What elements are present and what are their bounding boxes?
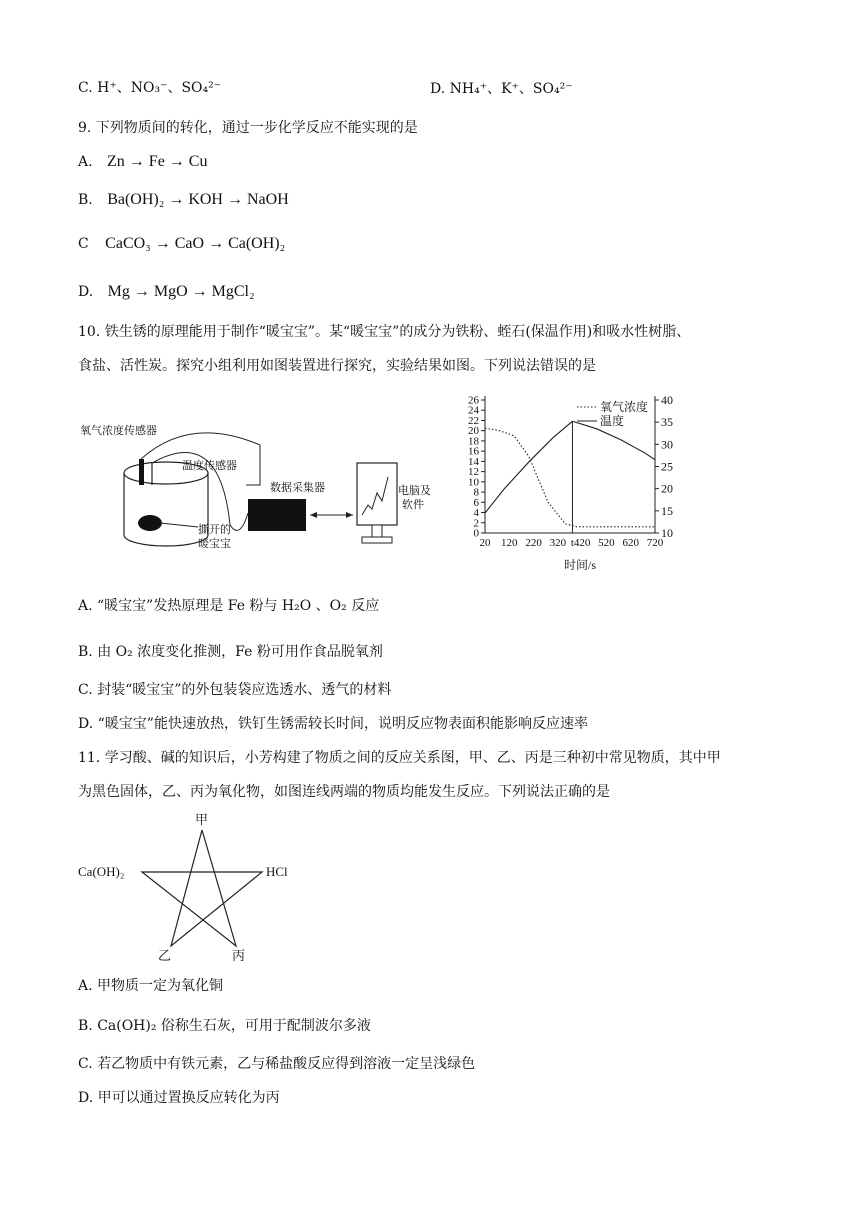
q10-stem-line2: 食盐、活性炭。探究小组利用如图装置进行探究，实验结果如图。下列说法错误的是 — [78, 358, 596, 374]
hand-warmer — [138, 515, 162, 531]
star-label-bottom-left: 乙 — [158, 948, 172, 963]
formula: Zn → Fe → Cu — [107, 153, 208, 170]
q10-stem-line1: 10. 铁生锈的原理能用于制作“暖宝宝”。某“暖宝宝”的成分为铁粉、蛭石(保温作用)和吸水性树脂、 — [78, 324, 691, 340]
right-tick-label: 35 — [661, 415, 673, 430]
q9-option-d — [78, 282, 255, 302]
legend-temp-label: 温度 — [600, 414, 625, 428]
x-tick-label: 720 — [646, 537, 664, 549]
q11-option-a: A. 甲物质一定为氧化铜 — [78, 978, 224, 994]
left-tick-label: 18 — [468, 435, 479, 448]
label-oxygen-sensor: 氧气浓度传感器 — [80, 425, 157, 437]
left-tick-label: 12 — [468, 466, 479, 479]
x-tick-label: 620 — [622, 537, 639, 549]
left-tick-label: 4 — [473, 507, 479, 520]
cylinder-bottom — [124, 535, 208, 546]
left-tick-label: 22 — [468, 414, 479, 427]
option-label: B. — [78, 192, 93, 208]
label-torn-line1: 撕开的 — [198, 524, 231, 536]
oxygen-temperature-chart — [455, 388, 695, 578]
q9-option-a — [78, 152, 207, 172]
left-tick-label: 6 — [473, 496, 479, 509]
option-label: A. — [78, 154, 93, 170]
star-relation-diagram — [76, 808, 316, 968]
star-lines — [142, 830, 262, 946]
left-tick-label: 0 — [473, 527, 479, 540]
q11-stem-line1: 11. 学习酸、碱的知识后，小芳构建了物质之间的反应关系图，甲、乙、丙是三种初中常见物质，其中甲 — [78, 750, 721, 766]
legend-oxygen-label: 氧气浓度 — [600, 400, 649, 414]
x-tick-label: 120 — [501, 537, 518, 549]
data-collector — [248, 499, 306, 531]
right-tick-label: 20 — [661, 481, 673, 496]
star-label-right: HCl — [266, 864, 288, 879]
left-tick-label: 14 — [468, 455, 479, 468]
formula: CaCO₃ → CaO → Ca(OH)₂ — [105, 235, 286, 252]
oxygen-wire — [141, 433, 260, 459]
x-tick-label: 420 — [573, 537, 591, 549]
x-tick-label: 20 — [479, 537, 491, 549]
left-tick-label: 24 — [468, 404, 479, 417]
oxygen-series-line — [485, 428, 655, 527]
q9-option-c — [78, 234, 285, 254]
arrow-left-head — [310, 512, 317, 518]
x-tick-label: t — [570, 537, 574, 549]
q11-option-d: D. 甲可以通过置换反应转化为丙 — [78, 1090, 280, 1106]
star-label-left: Ca(OH)₂ — [78, 864, 125, 879]
temperature-series-line — [485, 421, 655, 513]
formula: Ba(OH)₂ → KOH → NaOH — [107, 191, 289, 208]
q11-option-b: B. Ca(OH)₂ 俗称生石灰，可用于配制波尔多液 — [78, 1018, 371, 1034]
q11-stem-line2: 为黑色固体，乙、丙为氧化物，如图连线两端的物质均能发生反应。下列说法正确的是 — [78, 784, 610, 800]
oxygen-wire-down — [246, 445, 260, 485]
x-tick-label: 320 — [549, 537, 567, 549]
q8-option-d: D. NH₄⁺、K⁺、SO₄²⁻ — [430, 81, 573, 97]
arrow-right-head — [346, 512, 353, 518]
q10-option-d: D. “暖宝宝”能快速放热，铁钉生锈需较长时间，说明反应物表面积能影响反应速率 — [78, 716, 588, 732]
label-torn-line2: 暖宝宝 — [198, 538, 231, 550]
option-label: C — [78, 236, 89, 252]
label-temp-sensor: 温度传感器 — [182, 460, 237, 472]
right-tick-label: 30 — [661, 437, 673, 452]
x-tick-label: 220 — [525, 537, 542, 549]
left-tick-label: 26 — [468, 394, 479, 407]
x-axis-label: 时间/s — [563, 558, 597, 572]
q10-option-a: A. “暖宝宝”发热原理是 Fe 粉与 H₂O 、O₂ 反应 — [78, 598, 380, 614]
right-tick-label: 25 — [661, 459, 673, 474]
x-tick-label: 520 — [598, 537, 615, 549]
left-tick-label: 16 — [468, 445, 479, 458]
q10-option-c: C. 封装“暖宝宝”的外包装袋应选透水、透气的材料 — [78, 682, 392, 698]
option-label: D. — [78, 284, 94, 300]
oxygen-probe — [139, 459, 144, 485]
right-tick-label: 10 — [661, 526, 673, 540]
right-tick-label: 40 — [661, 393, 673, 407]
computer-neck — [372, 525, 382, 537]
q8-option-c: C. H⁺、NO₃⁻、SO₄²⁻ — [78, 80, 222, 96]
q9-option-b — [78, 190, 289, 210]
q10-option-b: B. 由 O₂ 浓度变化推测，Fe 粉可用作食品脱氧剂 — [78, 644, 383, 660]
label-computer-line1: 电脑及 — [398, 485, 431, 497]
computer-base — [362, 537, 392, 543]
formula: Mg → MgO → MgCl₂ — [107, 283, 255, 300]
star-label-top: 甲 — [195, 812, 209, 827]
q11-option-c: C. 若乙物质中有铁元素，乙与稀盐酸反应得到溶液一定呈浅绿色 — [78, 1056, 476, 1072]
label-computer-line2: 软件 — [402, 499, 424, 511]
right-tick-label: 15 — [661, 503, 673, 518]
left-tick-label: 10 — [468, 476, 479, 489]
left-tick-label: 20 — [468, 425, 479, 438]
label-collector: 数据采集器 — [270, 482, 325, 494]
apparatus-diagram — [70, 405, 450, 555]
left-tick-label: 2 — [473, 517, 479, 530]
q9-stem: 9. 下列物质间的转化，通过一步化学反应不能实现的是 — [78, 120, 418, 136]
star-label-bottom-right: 丙 — [232, 948, 246, 963]
hand-warmer-leader — [160, 523, 198, 527]
left-tick-label: 8 — [473, 486, 479, 499]
